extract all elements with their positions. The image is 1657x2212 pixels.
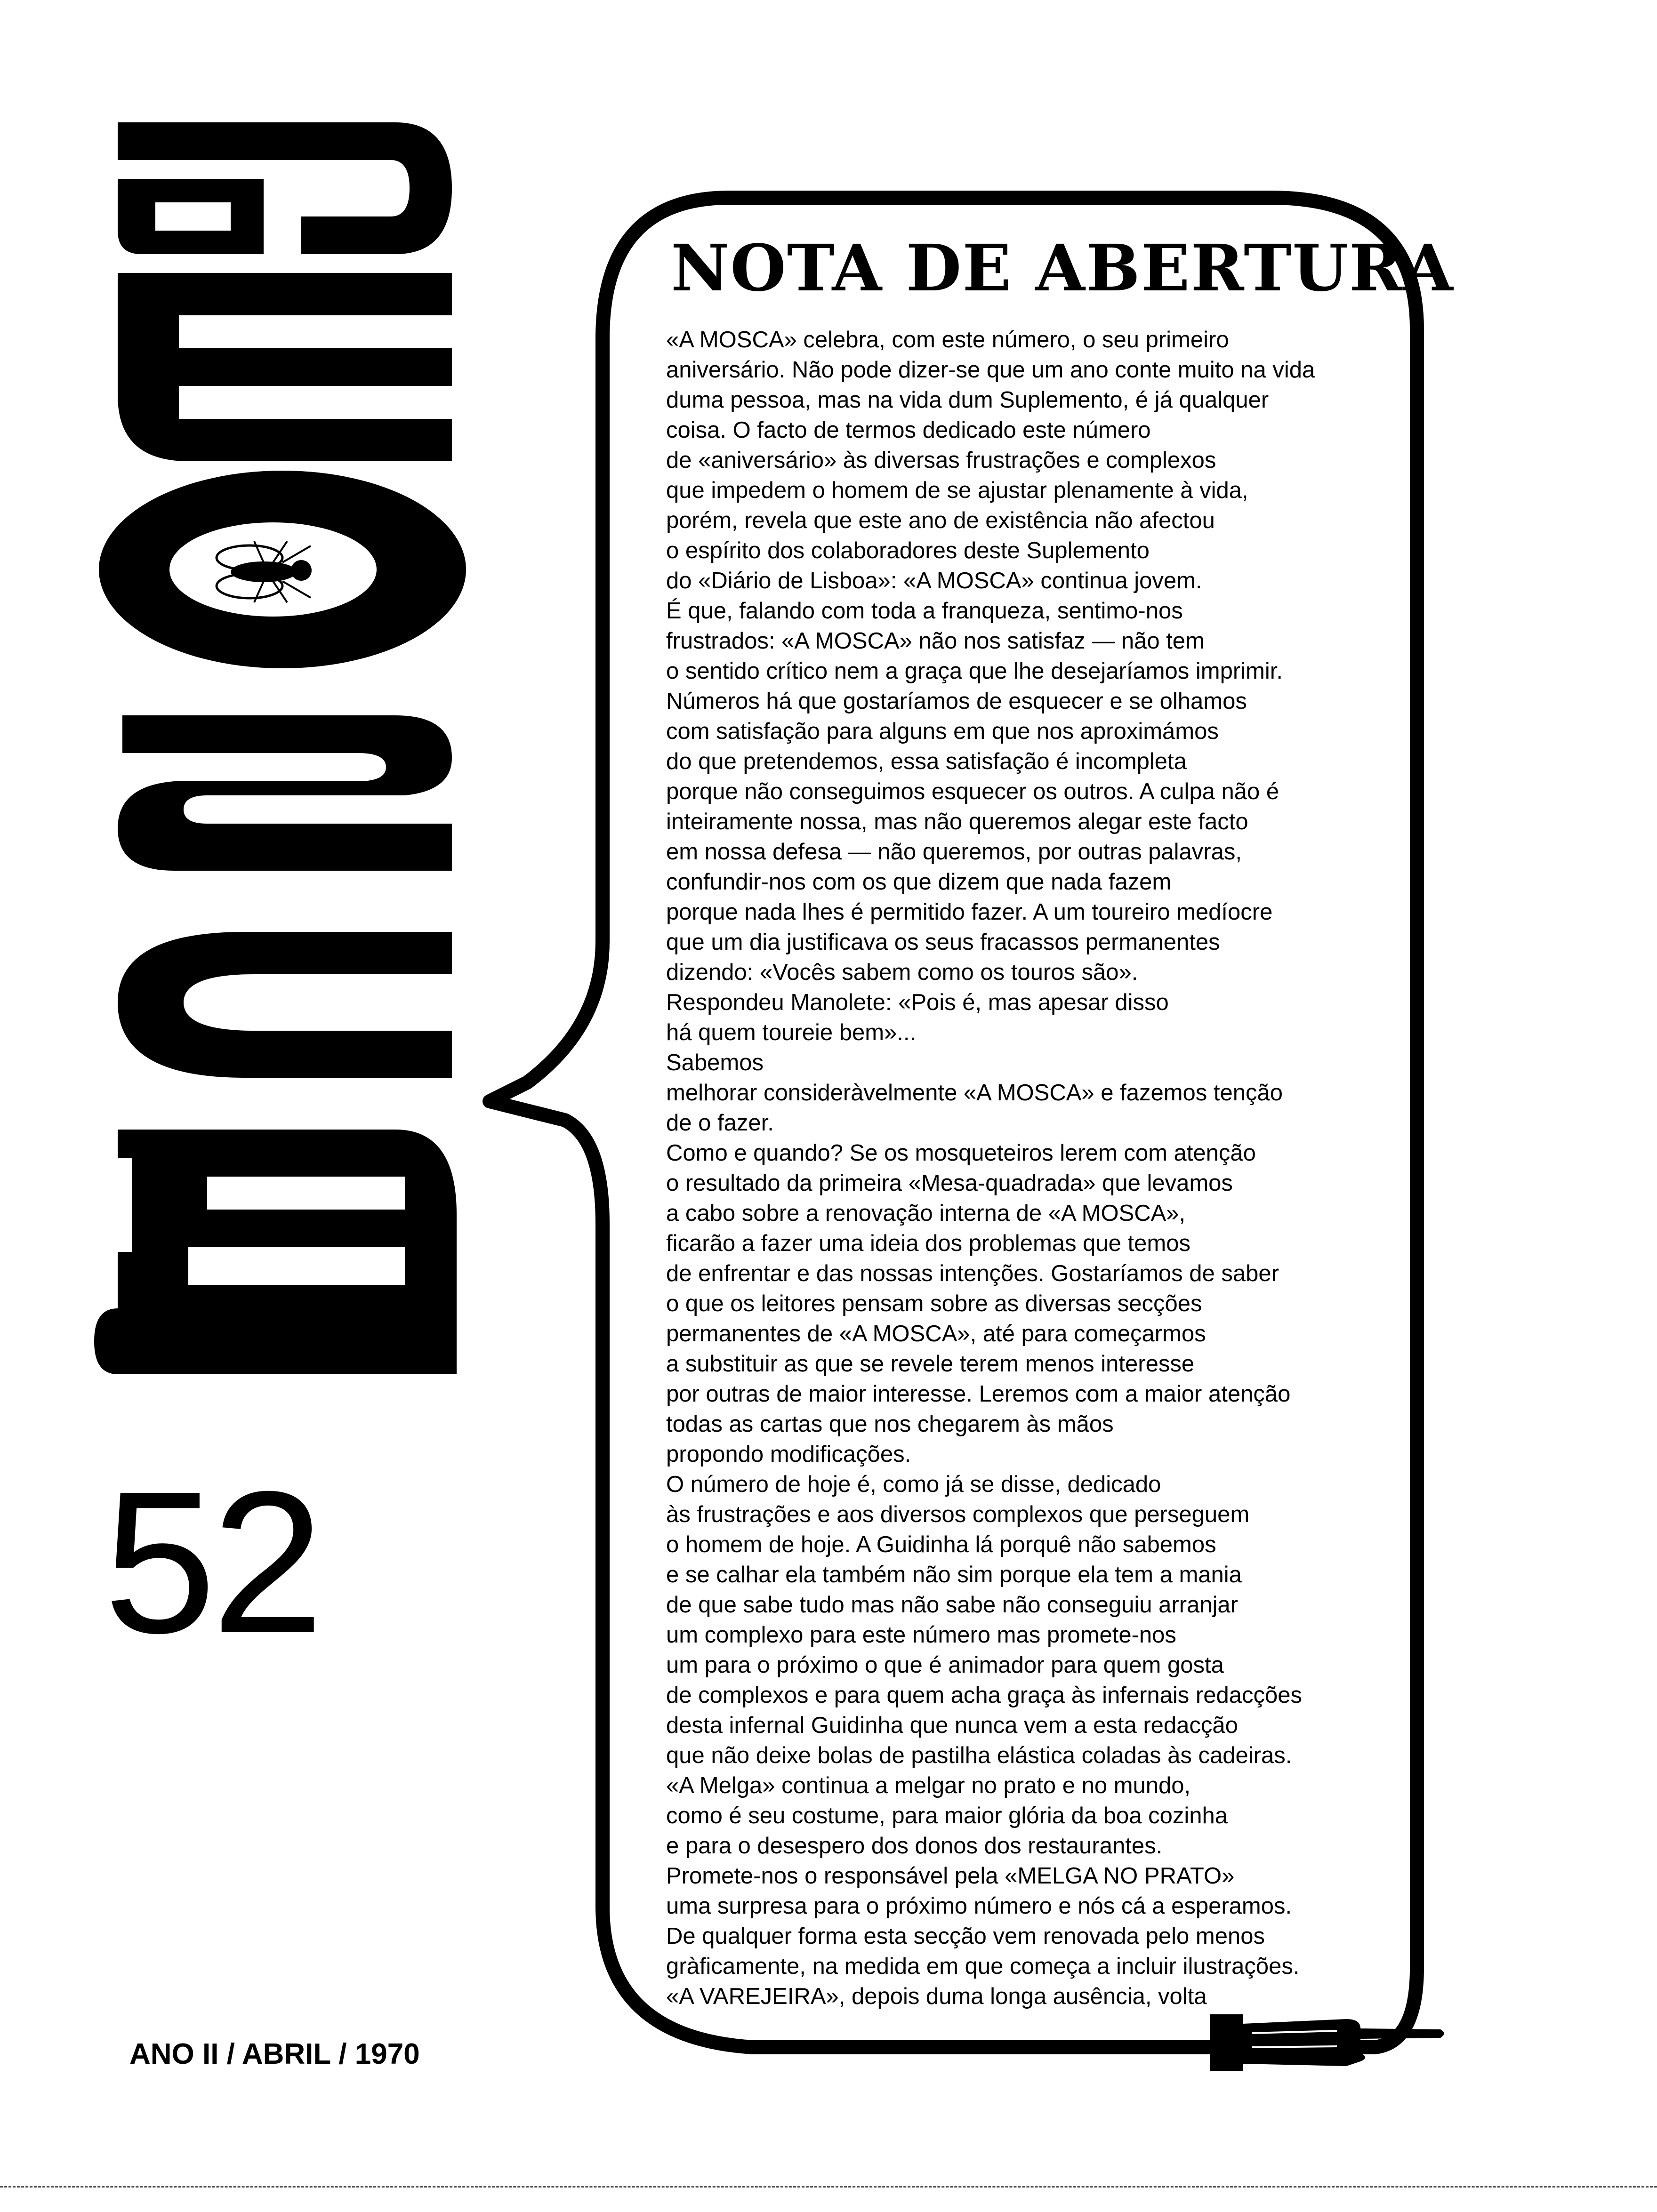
article-line: Números há que gostaríamos de esquecer e se olhamos [666, 689, 1247, 714]
article-line: propondo modificações. [666, 1442, 911, 1467]
article-line: que não deixe bolas de pastilha elástica coladas às cadeiras. [666, 1743, 1292, 1768]
article-line: O número de hoje é, como já se disse, dedicado [666, 1472, 1161, 1497]
article-line: a substituir as que se revele terem menos interesse [666, 1351, 1195, 1377]
article-line: o que os leitores pensam sobre as diversas secções [666, 1291, 1202, 1316]
article-line: De qualquer forma esta secção vem renovada pelo menos [666, 1923, 1265, 1949]
article-line: Sabemos [666, 1050, 764, 1075]
article-line: gràficamente, na medida em que começa a incluir ilustrações. [666, 1954, 1300, 1979]
article-line: «A VAREJEIRA», depois duma longa ausência, volta [666, 1984, 1207, 2009]
article-line: que impedem o homem de se ajustar plenamente à vida, [666, 478, 1248, 503]
article-line: um complexo para este número mas promete-nos [666, 1622, 1176, 1648]
article-line: um para o próximo o que é animador para quem gosta [666, 1652, 1224, 1678]
article-line: o sentido crítico nem a graça que lhe desejaríamos imprimir. [666, 658, 1283, 684]
article-line: de o fazer. [666, 1110, 774, 1136]
article-line: de «aniversário» às diversas frustrações e complexos [666, 448, 1216, 473]
article-line: inteiramente nossa, mas não queremos alegar este facto [666, 809, 1248, 834]
article-line: Como e quando? Se os mosqueteiros lerem com atenção [666, 1140, 1256, 1166]
article-line: frustrados: «A MOSCA» não nos satisfaz — não tem [666, 628, 1205, 654]
article-line: e se calhar ela também não sim porque ela tem a mania [666, 1562, 1242, 1587]
article-line: porque não conseguimos esquecer os outros. A culpa não é [666, 779, 1279, 804]
article-line: que um dia justificava os seus fracassos permanentes [666, 930, 1220, 955]
article-line: desta infernal Guidinha que nunca vem a esta redacção [666, 1713, 1238, 1738]
article-line: com satisfação para alguns em que nos aproximámos [666, 719, 1219, 744]
issue-number: 52 [104, 1450, 320, 1675]
article-line: Promete-nos o responsável pela «MELGA NO PRATO» [666, 1863, 1235, 1889]
article-line: de complexos e para quem acha graça às infernais redacções [666, 1683, 1302, 1708]
article-line: uma surpresa para o próximo número e nós cá a esperamos. [666, 1893, 1292, 1919]
article-line: do que pretendemos, essa satisfação é incompleta [666, 749, 1187, 774]
article-line: às frustrações e aos diversos complexos que perseguem [666, 1502, 1250, 1527]
article-line: «A Melga» continua a melgar no prato e no mundo, [666, 1773, 1191, 1798]
article-line: confundir-nos com os que dizem que nada fazem [666, 869, 1172, 895]
article-line: em nossa defesa — não queremos, por outras palavras, [666, 839, 1242, 865]
article-line: permanentes de «A MOSCA», até para começarmos [666, 1321, 1206, 1346]
article-line: porque nada lhes é permitido fazer. A um toureiro medíocre [666, 899, 1273, 925]
article-line: e para o desespero dos donos dos restaurantes. [666, 1833, 1163, 1859]
article-line: É que, falando com toda a franqueza, sentimo-nos [666, 598, 1183, 624]
article-line: porém, revela que este ano de existência não afectou [666, 508, 1215, 533]
article-line: a cabo sobre a renovação interna de «A MOSCA», [666, 1201, 1186, 1226]
article-line: de que sabe tudo mas não sabe não conseguiu arranjar [666, 1592, 1238, 1618]
article-line: ficarão a fazer uma ideia dos problemas que temos [666, 1231, 1190, 1256]
article-line: aniversário. Não pode dizer-se que um ano conte muito na vida [666, 357, 1315, 383]
article-line: «A MOSCA» celebra, com este número, o seu primeiro [666, 327, 1229, 353]
article-line: há quem toureie bem»... [666, 1020, 917, 1045]
bottom-rule [0, 2186, 1657, 2189]
article-title: NOTA DE ABERTURA [671, 231, 1454, 306]
article-line: o homem de hoje. A Guidinha lá porquê não sabemos [666, 1532, 1216, 1557]
article-line: o resultado da primeira «Mesa-quadrada» que levamos [666, 1170, 1233, 1196]
article-line: o espírito dos colaboradores deste Suplemento [666, 538, 1150, 563]
article-line: do «Diário de Lisboa»: «A MOSCA» continua jovem. [666, 568, 1202, 593]
article-line: coisa. O facto de termos dedicado este número [666, 417, 1151, 443]
article-line: de enfrentar e das nossas intenções. Gostaríamos de saber [666, 1261, 1279, 1286]
issue-date: ANO II / ABRIL / 1970 [129, 2038, 420, 2070]
article-line: melhorar consideràvelmente «A MOSCA» e fazemos tenção [666, 1080, 1283, 1106]
article-line: dizendo: «Vocês sabem como os touros são». [666, 960, 1138, 985]
article-line: todas as cartas que nos chegarem às mãos [666, 1411, 1114, 1437]
article-line: como é seu costume, para maior glória da boa cozinha [666, 1803, 1228, 1828]
article-body [666, 325, 1391, 2009]
article-line: por outras de maior interesse. Leremos com a maior atenção [666, 1381, 1291, 1407]
pointing-hand-icon [1205, 2000, 1450, 2080]
article-line: duma pessoa, mas na vida dum Suplemento, é já qualquer [666, 387, 1269, 413]
article-line: Respondeu Manolete: «Pois é, mas apesar disso [666, 990, 1169, 1015]
